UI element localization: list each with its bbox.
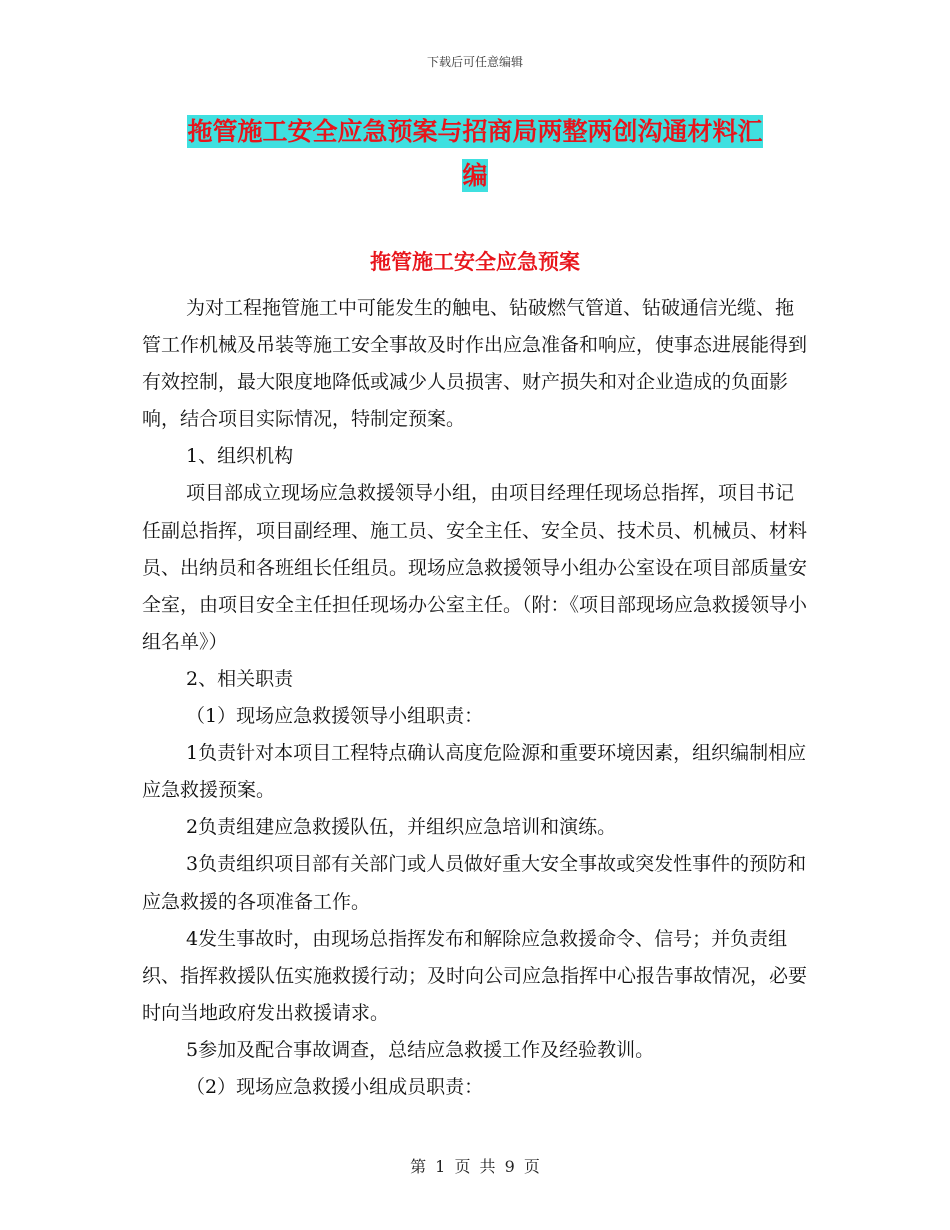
- section-title: 拖管施工安全应急预案: [370, 250, 580, 274]
- list-item: 5参加及配合事故调查，总结应急救援工作及经验教训。: [186, 1038, 655, 1061]
- heading-organization: 1、组织机构: [186, 445, 294, 468]
- main-title-line2-text: 编: [462, 161, 488, 190]
- list-item: 4发生事故时，由现场总指挥发布和解除应急救援命令、信号；并负责组织、指挥救援队伍实施救援行动；及时向公司应急指挥中心报告事故情况，必要时向当地政府发出救援请求。: [142, 927, 808, 1024]
- main-title-line1: [140, 108, 810, 156]
- paragraph-intro: 为对工程拖管施工中可能发生的触电、钻破燃气管道、钻破通信光缆、拖管工作机械及吊装等施工安全事故及时作出应急准备和响应，使事态进展能得到有效控制，最大限度地降低或减少人员损害、财产损失和对企业造成的负面影响，结合项目实际情况，特制定预案。: [142, 297, 808, 431]
- page-footer: 第 1 页 共 9 页: [410, 1157, 540, 1176]
- list-item: 2负责组建应急救援队伍，并组织应急培训和演练。: [186, 816, 617, 839]
- subheading-leader-group: （1）现场应急救援领导小组职责：: [186, 705, 484, 728]
- list-item: 1负责针对本项目工程特点确认高度危险源和重要环境因素，组织编制相应应急救援预案。: [142, 742, 807, 802]
- document-body: [142, 290, 810, 1106]
- main-title-line1-text: 拖管施工安全应急预案与招商局两整两创沟通材料汇: [187, 117, 763, 146]
- paragraph-organization: 项目部成立现场应急救援领导小组，由项目经理任现场总指挥，项目书记任副总指挥，项目副经理、施工员、安全主任、安全员、技术员、机械员、材料员、出纳员和各班组长任组员。现场应急救援领导小组办公室设在项目部质量安全室，由项目安全主任担任现场办公室主任。（附：《项目部现场应急救援领导小组名单》）: [142, 482, 808, 653]
- header-note: 下载后可任意编辑: [426, 55, 523, 69]
- subheading-member-duties: （2）现场应急救援小组成员职责：: [186, 1075, 484, 1098]
- main-title-line2: [140, 152, 810, 200]
- list-item: 3负责组织项目部有关部门或人员做好重大安全事故或突发性事件的预防和应急救援的各项准备工作。: [142, 853, 807, 913]
- heading-responsibilities: 2、相关职责: [186, 667, 294, 690]
